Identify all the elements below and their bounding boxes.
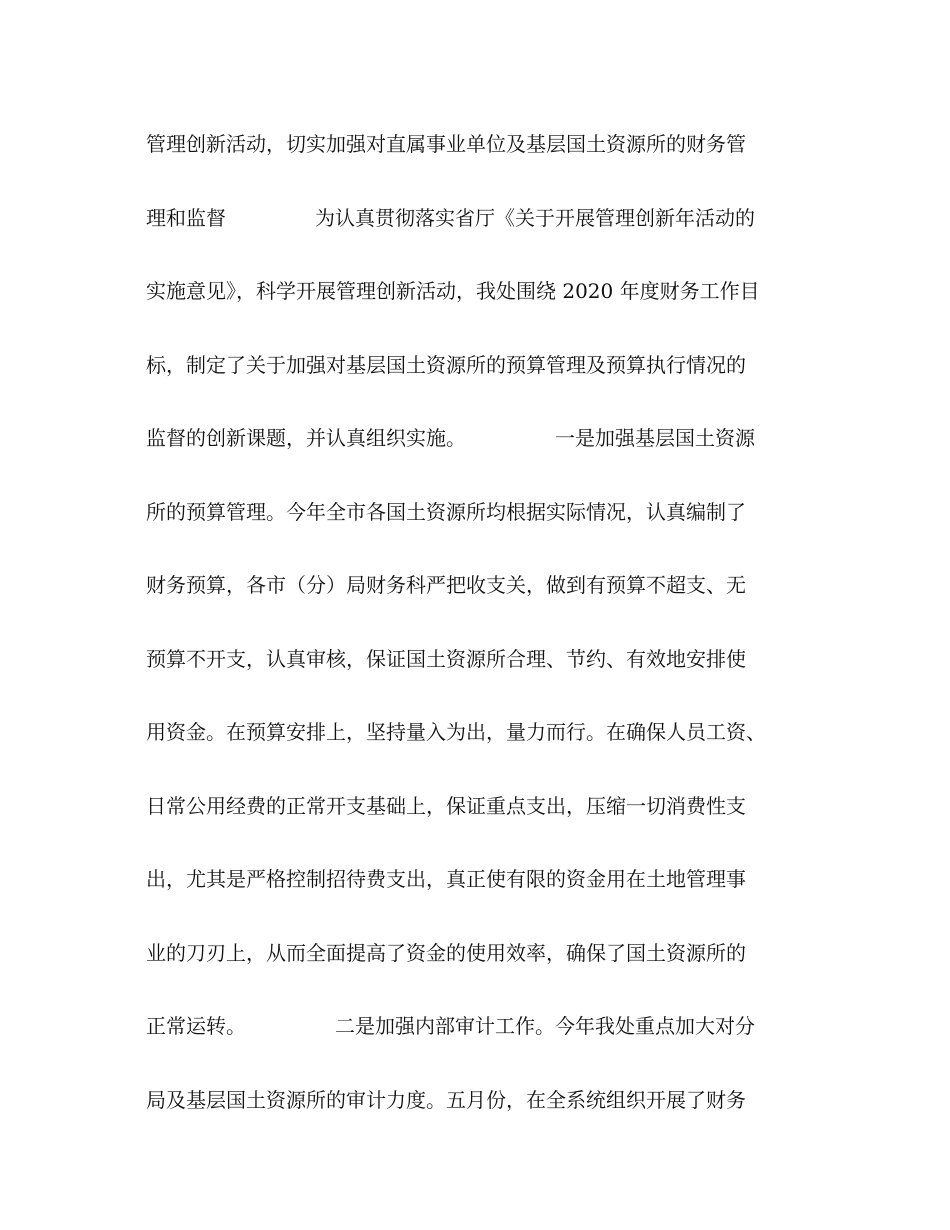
text-line: 监督的创新课题，并认真组织实施。 一是加强基层国土资源 (146, 426, 756, 450)
text-line: 出，尤其是严格控制招待费支出，真正使有限的资金用在土地管理事 (146, 867, 746, 891)
text-line: 业的刀刃上，从而全面提高了资金的使用效率，确保了国土资源所的 (146, 940, 746, 965)
text-line: 日常公用经费的正常开支基础上，保证重点支出，压缩一切消费性支 (146, 793, 746, 818)
text-line: 实施意见》，科学开展管理创新活动，我处围绕 2020 年度财务工作目 (146, 279, 760, 303)
text-line: 理和监督 为认真贯彻落实省厅《关于开展管理创新年活动的 (146, 205, 756, 230)
text-line: 预算不开支，认真审核，保证国土资源所合理、节约、有效地安排使 (146, 646, 746, 671)
text-line: 局及基层国土资源所的审计力度。五月份，在全系统组织开展了财务 (146, 1087, 746, 1112)
text-line: 正常运转。 二是加强内部审计工作。今年我处重点加大对分 (146, 1014, 756, 1038)
text-line: 管理创新活动，切实加强对直属事业单位及基层国土资源所的财务管 (146, 132, 746, 156)
text-line: 所的预算管理。今年全市各国土资源所均根据实际情况，认真编制了 (146, 499, 746, 524)
text-line: 标，制定了关于加强对基层国土资源所的预算管理及预算执行情况的 (146, 352, 746, 377)
body-text (146, 122, 816, 1151)
text-line: 财务预算，各市（分）局财务科严把收支关，做到有预算不超支、无 (146, 573, 746, 597)
text-line: 用资金。在预算安排上，坚持量入为出，量力而行。在确保人员工资、 (146, 720, 766, 744)
